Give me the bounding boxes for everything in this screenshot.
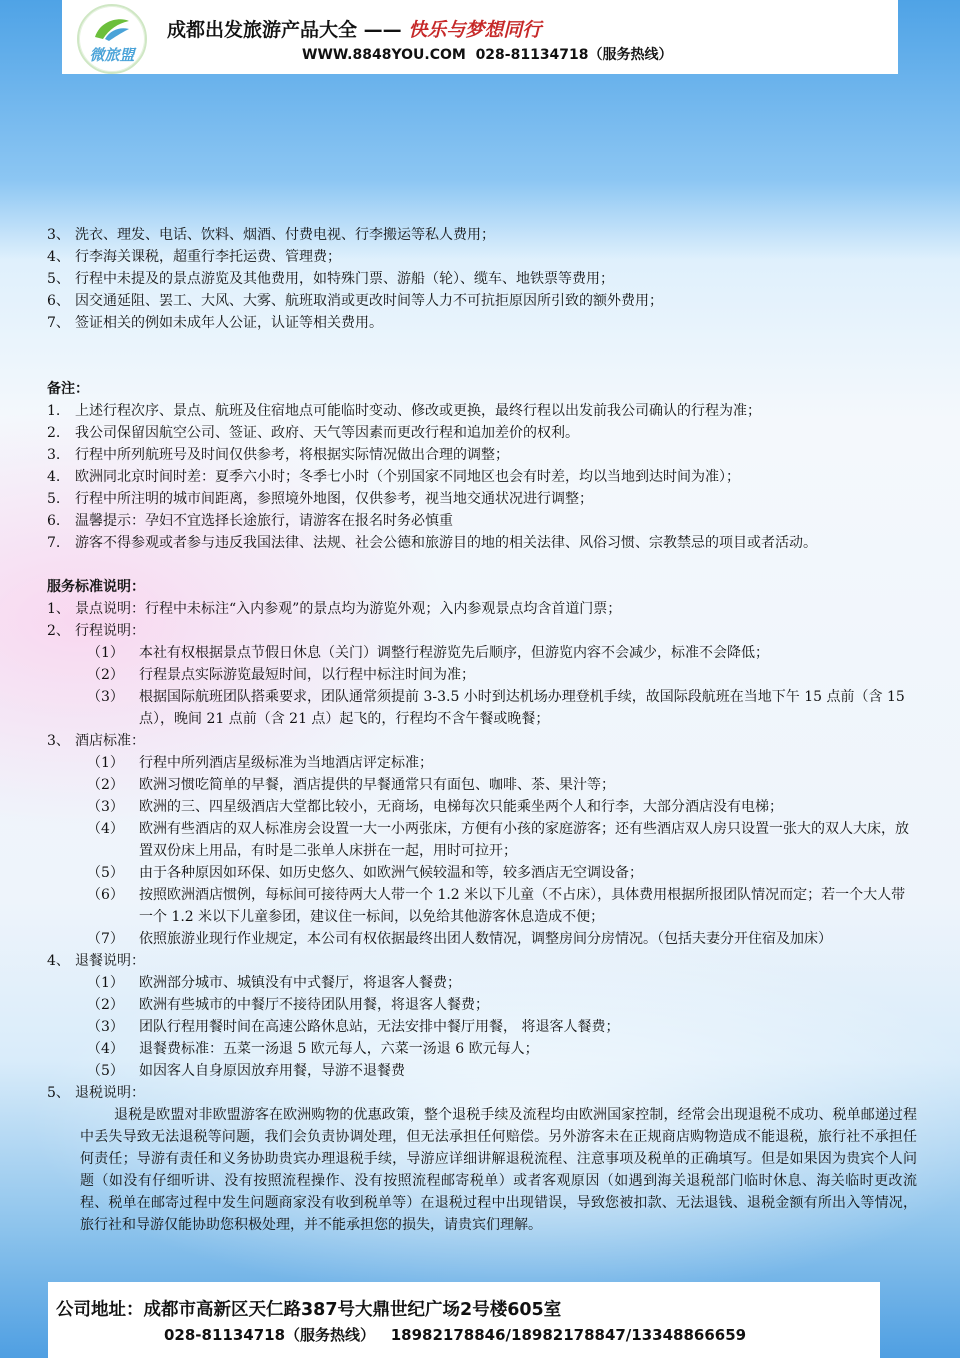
- sub-item: [47, 752, 917, 774]
- sub-number: （3）: [87, 799, 124, 815]
- leaf-swirl-icon: [91, 15, 133, 43]
- sub-number: （2）: [87, 997, 124, 1013]
- sub-text: 欧洲的三、四星级酒店大堂都比较小，无商场，电梯每次只能乘坐两个人和行李，大部分酒店没有电梯；: [139, 799, 783, 815]
- item-number: 5、: [47, 1085, 70, 1101]
- item-number: 4、: [47, 953, 70, 969]
- exclusions-list: [47, 224, 917, 334]
- footer-hotline: 028-81134718（服务热线）: [164, 1326, 376, 1344]
- sub-item: [47, 664, 917, 686]
- header-banner: [62, 0, 898, 74]
- sub-text: 欧洲有些城市的中餐厅不接待团队用餐，将退客人餐费；: [139, 997, 489, 1013]
- sub-text: 行程景点实际游览最短时间，以行程中标注时间为准；: [139, 667, 475, 683]
- sub-item: [47, 862, 917, 884]
- item-text: 景点说明：行程中未标注“入内参观”的景点均为游览外观；入内参观景点均含首道门票；: [75, 601, 622, 617]
- sub-item: [47, 1060, 917, 1082]
- sub-text: 行程中所列酒店星级标准为当地酒店评定标准；: [139, 755, 433, 771]
- item-text: 退餐说明：: [75, 953, 145, 969]
- sub-item: [47, 774, 917, 796]
- sub-number: （7）: [87, 931, 124, 947]
- item-number: 5.: [47, 491, 61, 507]
- sub-number: （2）: [87, 777, 124, 793]
- item-number: 6、: [47, 293, 70, 309]
- item-number: 7、: [47, 315, 70, 331]
- list-item: [47, 950, 917, 972]
- item-text: 签证相关的例如未成年人公证，认证等相关费用。: [75, 315, 383, 331]
- item-text: 上述行程次序、景点、航班及住宿地点可能临时变动、修改或更换，最终行程以出发前我公司确认的行程为准；: [75, 403, 761, 419]
- tax-refund-paragraph: 退税是欧盟对非欧盟游客在欧洲购物的优惠政策，整个退税手续及流程均由欧洲国家控制，经常会出现退税不成功、税单邮递过程中丢失导致无法退税等问题，我们会负责协调处理，但无法承担任何赔偿。另外游客未在正规商店购物造成不能退税，旅行社不承担任何责任；导游有责任和义务协助贵宾办理退税手续，导游应详细讲解退税流程、注意事项及税单的正确填写。但是如果因为贵宾个人问题（如没有仔细听讲、没有按照流程操作、没有按照流程邮寄税单）或者客观原因（如遇到海关退税部门临时休息、海关临时更改流程、税单在邮寄过程中发生问题商家没有收到税单等）在退税过程中出现错误，导致您被扣款、无法退钱、退税金额有所出入等情况，旅行社和导游仅能协助您积极处理，并不能承担您的损失，请贵宾们理解。: [80, 1107, 917, 1233]
- remarks-heading: 备注：: [47, 381, 89, 397]
- sub-number: （6）: [87, 887, 124, 903]
- header-hotline: 028-81134718（服务热线）: [475, 47, 673, 63]
- sub-item: [47, 994, 917, 1016]
- item-number: 3、: [47, 227, 70, 243]
- footer-contact: [164, 1324, 746, 1345]
- sub-item: [47, 928, 917, 950]
- item-text: 行程中所列航班号及时间仅供参考，将根据实际情况做出合理的调整；: [75, 447, 509, 463]
- list-item: [47, 620, 917, 642]
- sub-item: [47, 1016, 917, 1038]
- sub-text: 欧洲有些酒店的双人标准房会设置一大一小两张床，方便有小孩的家庭游客；还有些酒店双人房只设置一张大的双人大床，放置双份床上用品，有时是二张单人床拼在一起，用时可拉开；: [139, 821, 909, 859]
- sub-item: [47, 972, 917, 994]
- sub-item: [47, 818, 917, 862]
- item-text: 温馨提示：孕妇不宜选择长途旅行，请游客在报名时务必慎重: [75, 513, 453, 529]
- address-text: 成都市高新区天仁路387号大鼎世纪广场2号楼605室: [143, 1300, 562, 1320]
- list-item: [47, 268, 917, 290]
- sub-number: （4）: [87, 821, 124, 837]
- list-item: [47, 532, 917, 554]
- document-body: [47, 224, 917, 1236]
- list-item: [47, 400, 917, 422]
- website-link[interactable]: WWW.8848YOU.COM: [302, 47, 466, 63]
- list-item: [47, 246, 917, 268]
- company-address: [56, 1296, 561, 1321]
- item-number: 1、: [47, 601, 70, 617]
- service-heading: 服务标准说明：: [47, 579, 145, 595]
- list-item: [47, 444, 917, 466]
- service-section: [47, 576, 917, 1236]
- item-number: 3.: [47, 447, 61, 463]
- item-number: 7.: [47, 535, 61, 551]
- item-text: 游客不得参观或者参与违反我国法律、法规、社会公德和旅游目的地的相关法律、风俗习惯、宗教禁忌的项目或者活动。: [75, 535, 817, 551]
- sub-item: [47, 884, 917, 928]
- item-text: 行程中未提及的景点游览及其他费用，如特殊门票、游船（轮）、缆车、地铁票等费用；: [75, 271, 614, 287]
- sub-text: 欧洲部分城市、城镇没有中式餐厅，将退客人餐费；: [139, 975, 461, 991]
- item-number: 3、: [47, 733, 70, 749]
- sub-text: 本社有权根据景点节假日休息（关门）调整行程游览先后顺序，但游览内容不会减少，标准不会降低；: [139, 645, 769, 661]
- sub-text: 依照旅游业现行作业规定，本公司有权依据最终出团人数情况，调整房间分房情况。（包括夫妻分开住宿及加床）: [139, 931, 832, 947]
- brand-logo: [77, 4, 147, 74]
- sub-text: 根据国际航班团队搭乘要求，团队通常须提前 3-3.5 小时到达机场办理登机手续，故国际段航班在当地下午 15 点前（含 15 点），晚间 21 点前（含 21 点）起飞的，行程均不含午餐或晚餐；: [139, 689, 905, 727]
- logo-text: 微旅盟: [89, 46, 135, 64]
- sub-number: （3）: [87, 689, 124, 705]
- item-number: 4.: [47, 469, 61, 485]
- address-label: 公司地址：: [56, 1300, 144, 1320]
- item-number: 5、: [47, 271, 70, 287]
- sub-item: [47, 796, 917, 818]
- list-item: [47, 290, 917, 312]
- item-number: 2、: [47, 623, 70, 639]
- page-title: [167, 15, 541, 42]
- sub-text: 团队行程用餐时间在高速公路休息站，无法安排中餐厅用餐， 将退客人餐费；: [139, 1019, 620, 1035]
- item-text: 酒店标准：: [75, 733, 145, 749]
- sub-text: 如因客人自身原因放弃用餐，导游不退餐费: [139, 1063, 405, 1079]
- footer-banner: [48, 1282, 880, 1358]
- item-text: 行程中所注明的城市间距离，参照境外地图，仅供参考，视当地交通状况进行调整；: [75, 491, 593, 507]
- title-text: 成都出发旅游产品大全 ——: [167, 19, 409, 41]
- sub-number: （3）: [87, 1019, 124, 1035]
- item-number: 1.: [47, 403, 61, 419]
- list-item: [47, 730, 917, 752]
- sub-number: （5）: [87, 1063, 124, 1079]
- sub-number: （1）: [87, 645, 124, 661]
- sub-text: 退餐费标准：五菜一汤退 5 欧元每人，六菜一汤退 6 欧元每人；: [139, 1041, 539, 1057]
- sub-text: 欧洲习惯吃简单的早餐，酒店提供的早餐通常只有面包、咖啡、茶、果汁等；: [139, 777, 615, 793]
- sub-number: （1）: [87, 755, 124, 771]
- sub-text: 由于各种原因如环保、如历史悠久、如欧洲气候较温和等，较多酒店无空调设备；: [139, 865, 643, 881]
- list-item: [47, 466, 917, 488]
- item-text: 洗衣、理发、电话、饮料、烟酒、付费电视、行李搬运等私人费用；: [75, 227, 495, 243]
- list-item: [47, 1082, 917, 1104]
- sub-text: 按照欧洲酒店惯例，每标间可接待两大人带一个 1.2 米以下儿童（不占床），具体费用根据所报团队情况而定；若一个大人带一个 1.2 米以下儿童参团，建议住一标间，以免给其他游客休息造成不便；: [139, 887, 906, 925]
- sub-number: （2）: [87, 667, 124, 683]
- list-item: [47, 510, 917, 532]
- header-contact: [302, 44, 673, 64]
- sub-item: [47, 686, 917, 730]
- item-text: 行程说明：: [75, 623, 145, 639]
- list-item: [47, 224, 917, 246]
- item-text: 欧洲同北京时间时差：夏季六小时；冬季七小时（个别国家不同地区也会有时差，均以当地到达时间为准）；: [75, 469, 740, 485]
- sub-item: [47, 642, 917, 664]
- slogan: 快乐与梦想同行: [408, 19, 542, 41]
- item-number: 6.: [47, 513, 61, 529]
- item-text: 我公司保留因航空公司、签证、政府、天气等因素而更改行程和追加差价的权利。: [75, 425, 579, 441]
- item-number: 4、: [47, 249, 70, 265]
- item-text: 退税说明：: [75, 1085, 145, 1101]
- mobile-numbers: 18982178846/18982178847/13348866659: [390, 1326, 747, 1344]
- sub-number: （4）: [87, 1041, 124, 1057]
- sub-number: （1）: [87, 975, 124, 991]
- list-item: [47, 488, 917, 510]
- sub-item: [47, 1038, 917, 1060]
- list-item: [47, 312, 917, 334]
- list-item: [47, 422, 917, 444]
- remarks-section: [47, 378, 917, 554]
- list-item: [47, 598, 917, 620]
- item-text: 因交通延阻、罢工、大风、大雾、航班取消或更改时间等人力不可抗拒原因所引致的额外费用；: [75, 293, 663, 309]
- item-number: 2.: [47, 425, 61, 441]
- sub-number: （5）: [87, 865, 124, 881]
- item-text: 行李海关课税，超重行李托运费、管理费；: [75, 249, 341, 265]
